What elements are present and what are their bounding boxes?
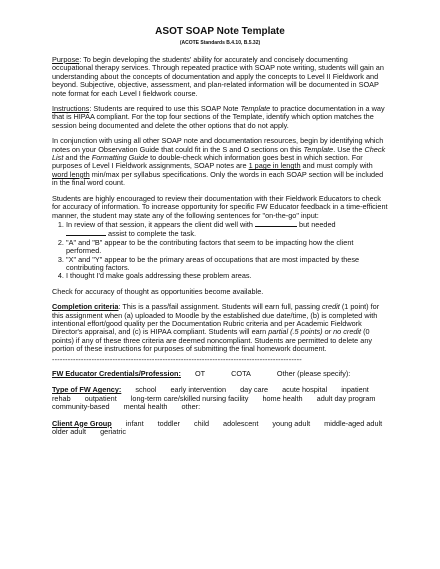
agency-option-adult-day-program[interactable]: adult day program <box>316 393 376 403</box>
instructions-text-b: to practice documentation in a way that is HIPAA compliant. For the top four sections of the Template, identify which option matches the session being documented and delete the other options that do not apply. <box>52 104 385 130</box>
age-option-older-adult[interactable]: older adult <box>52 427 87 437</box>
agency-option-early-intervention[interactable]: early intervention <box>170 385 227 395</box>
partial-credit-text: partial (.5 points) or no credit <box>268 327 362 337</box>
completion-paragraph <box>52 303 388 353</box>
completion-label: Completion criteria <box>52 302 119 312</box>
purpose-label: Purpose <box>52 55 80 64</box>
agency-option-rehab[interactable]: rehab <box>52 393 71 403</box>
formatting-guide-ref: Formatting Guide <box>91 153 149 163</box>
item1-text-a: In review of that session, it appears the client did well with <box>66 219 256 229</box>
age-group-section <box>52 420 388 437</box>
item1-text-c: assist to complete the task. <box>106 229 197 239</box>
credit-word: credit <box>321 302 340 312</box>
age-group-label: Client Age Group <box>52 418 112 428</box>
page-length-text: 1 page in length <box>248 161 301 171</box>
agency-section <box>52 386 388 411</box>
completion-text-a: : This is a pass/fail assignment. Students will earn full, passing <box>118 302 322 312</box>
credentials-label: FW Educator Credentials/Profession: <box>52 369 181 378</box>
age-option-child[interactable]: child <box>194 418 210 428</box>
agency-option-acute-hospital[interactable]: acute hospital <box>282 385 328 395</box>
agency-label: Type of FW Agency: <box>52 385 122 395</box>
age-option-adolescent[interactable]: adolescent <box>223 418 259 428</box>
agency-option-day-care[interactable]: day care <box>240 385 269 395</box>
agency-option-school[interactable]: school <box>135 385 157 395</box>
agency-option-inpatient[interactable]: inpatient <box>341 385 369 395</box>
age-option-infant[interactable]: infant <box>125 418 144 428</box>
page-subtitle: (ACOTE Standards B.4.10, B.5.32) <box>179 40 261 46</box>
instructions-label: Instructions <box>52 104 90 114</box>
credential-option-other[interactable]: Other (please specify): <box>276 369 351 378</box>
credential-option-ot[interactable]: OT <box>194 369 206 378</box>
word-length-text: word length <box>52 169 90 179</box>
agency-option-other[interactable]: other: <box>181 402 201 412</box>
section-divider: ----------------------------------------------------------------------------------------------- <box>52 355 302 364</box>
agency-option-home-health[interactable]: home health <box>262 393 303 403</box>
purpose-paragraph <box>52 56 388 98</box>
credential-option-cota[interactable]: COTA <box>231 369 251 378</box>
feedback-sentences-list <box>52 220 388 281</box>
age-option-geriatric[interactable]: geriatric <box>100 427 127 437</box>
conjunction-text-b: . Use the <box>333 144 365 154</box>
template-word: Template <box>240 104 271 114</box>
template-word-2: Template <box>303 144 334 154</box>
completion-text-b: (1 point) for this assignment when (a) uploaded to Moodle by the established due date/time, (b) is completed with intentional effort/good quality per the Documentation Rubric criteria and per Academic Fieldwork Director's appraisal, and (c) is HIPAA compliant. Students will earn <box>52 302 380 337</box>
check-accuracy-text: Check for accuracy of thought as opportunities become available. <box>52 286 264 296</box>
list-item: 2. "A" and "B" appear to be the contributing factors that seem to be impacting how the client performed. <box>66 239 388 256</box>
conjunction-text-d: and must comply with <box>300 161 373 171</box>
document-body <box>52 26 388 444</box>
conjunction-text-c: to double-check which information goes best in which section. For purposes of Level I Fieldwork assignments, SOAP notes are <box>52 153 363 171</box>
list-item: 3. "X" and "Y" appear to be the primary areas of occupations that are most impacted by these contributing factors. <box>66 256 388 273</box>
age-option-middle-aged-adult[interactable]: middle-aged adult <box>324 418 383 428</box>
conjunction-paragraph <box>52 137 388 187</box>
list-item: 4. I thought I'd make goals addressing these problem areas. <box>66 272 388 280</box>
list-item <box>66 220 388 239</box>
instructions-paragraph <box>52 105 388 130</box>
item1-text-b: but needed <box>297 219 336 229</box>
credentials-section <box>52 370 388 378</box>
age-option-young-adult[interactable]: young adult <box>272 418 311 428</box>
agency-option-outpatient[interactable]: outpatient <box>84 393 117 403</box>
page-title: ASOT SOAP Note Template <box>155 26 285 37</box>
encourage-paragraph: Students are highly encouraged to review their documentation with their Fieldwork Educators to check for accuracy of information. To increase opportunity for specific FW Educator feedback in a time-efficient manner, the student may state any of the following sentences for "on-the-go" input: <box>52 193 388 220</box>
conjunction-text-a: In conjunction with using all other SOAP note and documentation resources, begin by identifying which notes on your Observation Guide that could fit in the S and O sections on this <box>52 136 384 154</box>
checklist-ref: Check List <box>52 144 386 163</box>
conjunction-and: and the <box>63 153 92 163</box>
conjunction-text-e: min/max per syllabus specifications. Only the words in each SOAP section will be included in the final word count. <box>52 169 384 188</box>
agency-option-community-based[interactable]: community-based <box>52 402 110 412</box>
agency-option-long-term-care[interactable]: long-term care/skilled nursing facility <box>130 393 249 403</box>
fill-blank-2 <box>66 229 106 236</box>
completion-text-c: (0 points) if any of these three criteria are deemed noncompliant. Students are permitted to delete any portion of these instructions for purposes of submitting the final homework document. <box>52 327 373 354</box>
instructions-text-a: : Students are required to use this SOAP Note <box>89 104 241 114</box>
age-option-toddler[interactable]: toddler <box>157 418 180 428</box>
agency-option-mental-health[interactable]: mental health <box>123 402 168 412</box>
fill-blank <box>255 220 297 227</box>
purpose-text: : To begin developing the students' ability for accurately and concisely documenting occupational therapy services. Through repeated practice with SOAP note writing, students will gain an understanding about the concepts of documentation and apply the concepts to Level II Fieldwork and beyond. Subjective, objective, assessment, and plan-related information will be documented in SOAP note format for each Level I fieldwork course. <box>52 55 384 98</box>
